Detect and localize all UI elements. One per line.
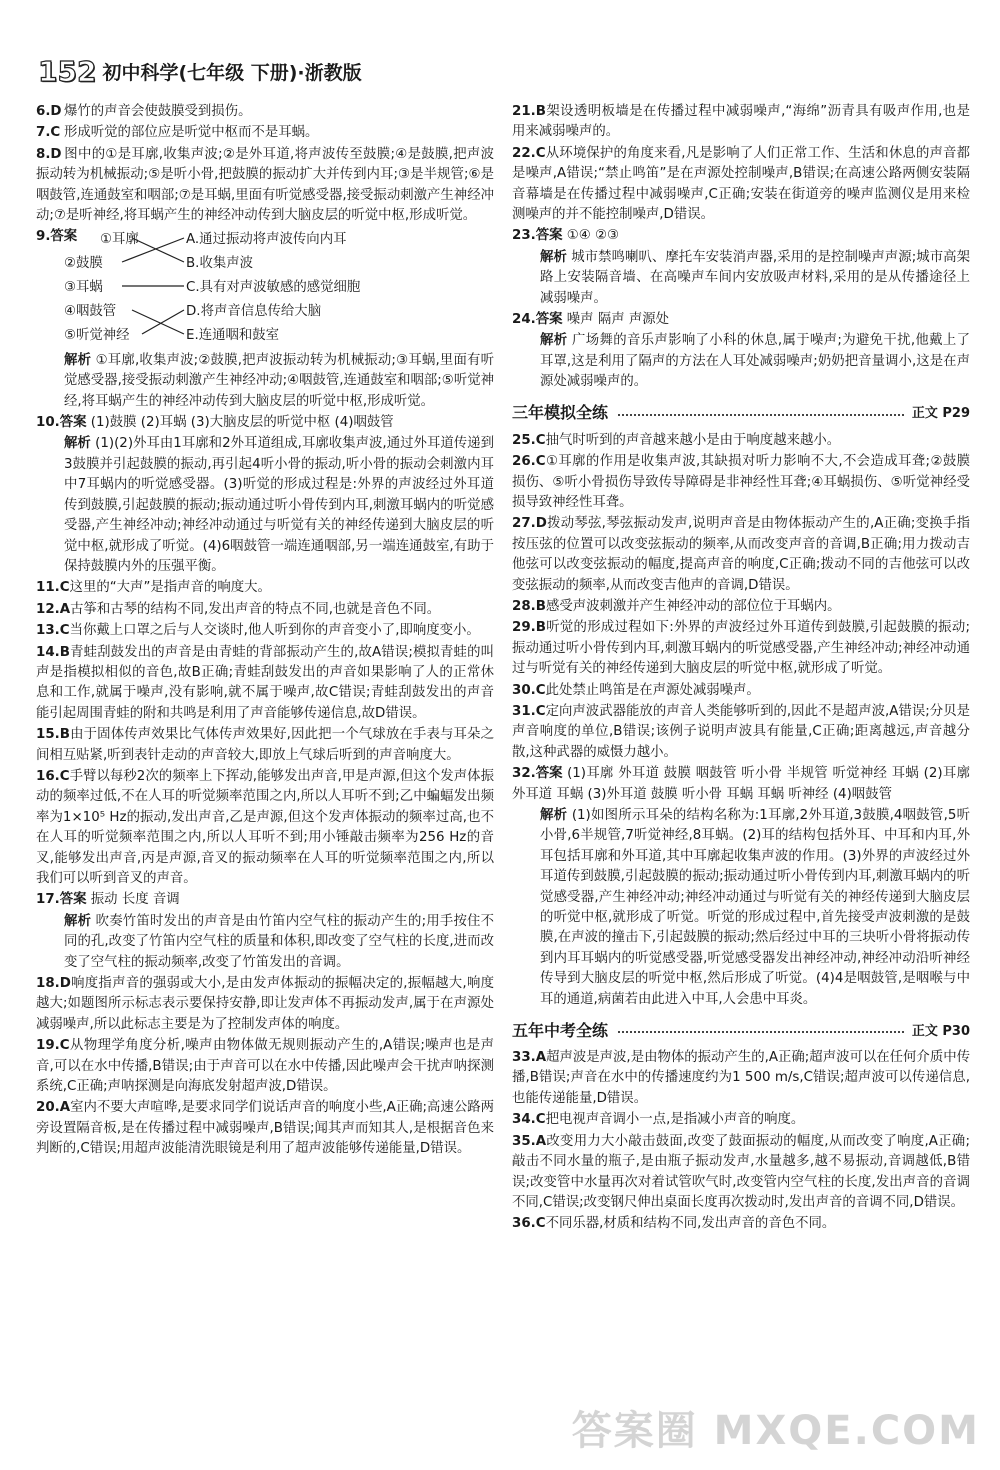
item-number: 13.C bbox=[36, 623, 70, 639]
answer-item bbox=[512, 1214, 970, 1234]
answer-item-17 bbox=[36, 890, 494, 910]
answer-item bbox=[512, 102, 970, 143]
analysis-label: 解析 bbox=[64, 436, 91, 452]
item-number: 20.A bbox=[36, 1100, 71, 1116]
analysis bbox=[512, 806, 970, 1010]
item-text: 超声波是声波,是由物体的振动产生的,A正确;超声波可以在任何介质中传播,B错误;声音在水中的传播速度约为1 500 m/s,C错误;超声波可以传递信息,也能传递能量,D错误。 bbox=[512, 1050, 970, 1106]
match-left-item: ③耳蜗 bbox=[64, 279, 103, 295]
analysis-label: 解析 bbox=[64, 913, 92, 929]
answer-item bbox=[36, 974, 494, 1035]
item-text: 架设透明板墙是在传播过程中减弱噪声,“海绵”沥青具有吸声作用,也是用来减弱噪声的。 bbox=[512, 104, 970, 140]
item-text: 从环境保护的角度来看,凡是影响了人们正常工作、生活和休息的声音都是噪声,A错误;“禁止鸣笛”是在声源处控制噪声,B错误;在高速公路两侧安装隔音幕墙是在传播过程中减弱噪声,C正确;安装在街道旁的噪声监测仪是用来检测噪声的并不能控制噪声,D错误。 bbox=[512, 145, 970, 223]
section-page-ref: 正文 P29 bbox=[911, 406, 970, 422]
item-number: 21.B bbox=[512, 104, 546, 119]
item-text: 拨动琴弦,琴弦振动发声,说明声音是由物体振动产生的,A正确;变换手指按压弦的位置可以改变弦振动的频率,从而改变声音的音调,B正确;用力拨动吉他弦可以改变弦振动的幅度,提高声音的响度,C正确;拨动不同的吉他弦可以改变弦振动的频率,从而改变吉他声的音调,D错误。 bbox=[512, 516, 970, 593]
analysis bbox=[36, 912, 494, 973]
item-number: 22.C bbox=[512, 145, 546, 161]
item-number: 29.B bbox=[512, 620, 546, 636]
answer-item bbox=[36, 123, 494, 143]
item-text: 此处禁止鸣笛是在声源处减弱噪声。 bbox=[545, 682, 760, 698]
left-column bbox=[36, 102, 494, 1161]
item-text: 由于固体传声效果比气体传声效果好,因此把一个气球放在手表与耳朵之间相互贴紧,听到表针走动的声音较大,即放上气球后听到的声音响度大。 bbox=[36, 727, 494, 763]
match-right-item: A.通过振动将声波传向内耳 bbox=[186, 231, 347, 247]
answer-item bbox=[36, 725, 494, 766]
item-number: 23.答案 bbox=[512, 228, 563, 244]
analysis-text: 广场舞的音乐声影响了小科的休息,属于噪声;为避免干扰,他戴上了耳罩,这是利用了隔声的方法在人耳处减弱噪声;奶奶把音量调小,这是在声源处减弱噪声的。 bbox=[540, 333, 970, 390]
analysis-text: ①耳廓,收集声波;②鼓膜,把声波振动转为机械振动;③耳蜗,里面有听觉感受器,接受振动刺激产生神经冲动;④咽鼓管,连通鼓室和咽部;⑤听觉神经,将耳蜗产生的神经冲动传到大脑皮层的听觉中枢,形成听觉。 bbox=[64, 352, 495, 409]
item-number: 33.A bbox=[512, 1050, 547, 1066]
book-title: 初中科学(七年级 下册)·浙教版 bbox=[102, 61, 362, 84]
item-number: 36.C bbox=[512, 1216, 546, 1232]
matching-diagram bbox=[64, 228, 494, 363]
item-number: 15.B bbox=[36, 727, 70, 743]
answer-item-24 bbox=[512, 310, 970, 330]
answer-item bbox=[512, 1132, 970, 1214]
answer-item bbox=[36, 145, 494, 227]
item-text: 从物理学角度分析,噪声由物体做无规则振动产生的,A错误;噪声也是声音,可以在水中传播,B错误;由于声音可以在水中传播,因此噪声会干扰声呐探测系统,C正确;声呐探测是向海底发射超声波,D错误。 bbox=[36, 1038, 494, 1095]
item-text: 不同乐器,材质和结构不同,发出声音的音色不同。 bbox=[545, 1216, 836, 1232]
answer-item bbox=[36, 1036, 494, 1097]
analysis-label: 解析 bbox=[540, 333, 568, 349]
item-number: 24.答案 bbox=[512, 312, 563, 328]
analysis bbox=[512, 248, 970, 309]
answer-item bbox=[512, 431, 970, 451]
answer-text: 振动 长度 音调 bbox=[90, 892, 180, 908]
item-number: 30.C bbox=[512, 682, 546, 698]
item-text: 当你戴上口罩之后与人交谈时,他人听到你的声音变小了,即响度变小。 bbox=[69, 623, 480, 639]
watermark: 答案圈 MXQE.COM bbox=[571, 1408, 980, 1454]
page-header bbox=[38, 54, 362, 88]
answer-item bbox=[512, 681, 970, 701]
answer-text: ①④ ②③ bbox=[566, 228, 620, 244]
analysis-text: 吹奏竹笛时发出的声音是由竹笛内空气柱的振动产生的;用手按住不同的孔,改变了竹笛内空气柱的质量和体积,即改变了空气柱的长度,进而改变了空气柱的振动频率,改变了竹笛发出的音调。 bbox=[64, 913, 494, 970]
item-text: 形成听觉的部位应是听觉中枢而不是耳蜗。 bbox=[64, 125, 319, 141]
answer-item bbox=[512, 1048, 970, 1109]
match-right-item: C.具有对声波敏感的感觉细胞 bbox=[186, 279, 361, 295]
section-header-five-year bbox=[512, 1018, 970, 1040]
item-number: 8.D bbox=[36, 146, 62, 162]
item-number: 19.C bbox=[36, 1038, 70, 1054]
right-column bbox=[512, 102, 970, 1236]
analysis bbox=[36, 434, 494, 577]
section-title: 三年模拟全练 bbox=[512, 403, 609, 423]
item-number: 14.B bbox=[36, 644, 70, 660]
item-number: 27.D bbox=[512, 516, 547, 532]
item-number: 16.C bbox=[36, 768, 70, 784]
item-number: 6.D bbox=[36, 104, 62, 119]
answer-text: (1)鼓膜 (2)耳蜗 (3)大脑皮层的听觉中枢 (4)咽鼓管 bbox=[90, 415, 394, 431]
item-text: ①耳廓的作用是收集声波,其缺损对听力影响不大,不会造成耳聋;②鼓膜损伤、⑤听小骨损伤导致传导障碍是非神经性耳聋;④耳蜗损伤、⑤听觉神经受损导致神经性耳聋。 bbox=[512, 454, 970, 510]
match-left-item: ⑤听觉神经 bbox=[64, 327, 130, 343]
match-right-item: B.收集声波 bbox=[186, 255, 254, 271]
analysis-label: 解析 bbox=[540, 808, 568, 823]
answer-text: 噪声 隔声 声源处 bbox=[566, 312, 670, 328]
section-page-ref: 正文 P30 bbox=[911, 1023, 970, 1039]
match-left-item: ①耳廓 bbox=[100, 231, 139, 247]
answer-item bbox=[36, 767, 494, 889]
item-number: 31.C bbox=[512, 703, 546, 719]
page-number: 152 bbox=[38, 54, 97, 88]
item-text: 图中的①是耳廓,收集声波;②是外耳道,将声波传至鼓膜;④是鼓膜,把声波振动转为机械振动;⑤是听小骨,把鼓膜的振动扩大并传到内耳;③是半规管;⑥是咽鼓管,连通鼓室和咽部;⑦是耳蜗,里面有听觉感受器,接受振动刺激产生神经冲动;⑦是听神经,将耳蜗产生的神经冲动传到大脑皮层的听觉中枢,形成听觉。 bbox=[36, 146, 494, 224]
item-text: 感受声波刺激并产生神经冲动的部位位于耳蜗内。 bbox=[545, 598, 841, 614]
analysis-text: (1)(2)外耳由1耳廓和2外耳道组成,耳廓收集声波,通过外耳道传递到3鼓膜并引起鼓膜的振动,再引起4听小骨的振动,听小骨的振动会刺激内耳中7耳蜗内的听觉感受器。(3)听觉的形成过程是:外界的声波经过外耳道传到鼓膜,引起鼓膜的振动;振动通过听小骨传到内耳,刺激耳蜗内的听觉感受器,产生神经冲动;神经冲动通过与听觉有关的神经传递到大脑皮层的听觉中枢,就形成了听觉。(4)6咽鼓管一端连通咽部,另一端连通鼓室,有助于保持鼓膜内外的压强平衡。 bbox=[64, 436, 494, 574]
item-number: 7.C bbox=[36, 125, 61, 141]
answer-item bbox=[512, 702, 970, 763]
section-title: 五年中考全练 bbox=[512, 1020, 609, 1040]
answer-item bbox=[512, 597, 970, 617]
item-text: 室内不要大声喧哗,是要求同学们说话声音的响度小些,A正确;高速公路两旁设置隔音板,是在传播过程中减弱噪声,B错误;闻其声而知其人,是根据音色来判断的,C错误;用超声波能清洗眼镜是利用了超声波能够传递能量,D错误。 bbox=[36, 1100, 494, 1157]
item-number: 9.答案 bbox=[36, 229, 78, 245]
item-text: 爆竹的声音会使鼓膜受到损伤。 bbox=[64, 104, 252, 119]
item-number: 26.C bbox=[512, 454, 546, 470]
analysis-label: 解析 bbox=[540, 249, 567, 265]
match-left-item: ②鼓膜 bbox=[64, 255, 103, 271]
answer-item bbox=[512, 514, 970, 596]
match-right-item: D.将声音信息传给大脑 bbox=[186, 303, 322, 319]
section-divider bbox=[618, 404, 904, 416]
item-text: 响度指声音的强弱或大小,是由发声体振动的振幅决定的,振幅越大,响度越大;如题图所示标志表示要保持安静,即让发声体不再振动发声,属于在声源处减弱噪声,所以此标志主要是为了控制发声体的响度。 bbox=[36, 976, 494, 1032]
item-number: 28.B bbox=[512, 598, 546, 614]
answer-item bbox=[512, 452, 970, 513]
answer-item bbox=[36, 643, 494, 725]
item-text: 抽气时听到的声音越来越小是由于响度越来越小。 bbox=[545, 432, 841, 448]
match-right-item: E.连通咽和鼓室 bbox=[186, 327, 280, 343]
analysis-label: 解析 bbox=[64, 352, 92, 368]
answer-item bbox=[512, 144, 970, 226]
analysis-text: (1)如图所示耳朵的结构名称为:1耳廓,2外耳道,3鼓膜,4咽鼓管,5听小骨,6半规管,7听觉神经,8耳蜗。(2)耳的结构包括外耳、中耳和内耳,外耳包括耳廓和外耳道,其中耳廓起收集声波的作用。(3)外界的声波经过外耳道传到鼓膜,引起鼓膜的振动;振动通过听小骨传到内耳,刺激耳蜗内的听觉感受器,产生神经冲动;神经冲动通过与听觉有关的神经传递到大脑皮层的听觉中枢,就形成了听觉。听觉的形成过程中,首先接受声波刺激的是鼓膜,在声波的撞击下,引起鼓膜的振动;然后经过中耳的三块听小骨将振动传到内耳耳蜗内的听觉感受器,听觉感受器发出神经冲动,神经冲动沿听神经传导到大脑皮层的听觉中枢,然后形成了听觉。(4)4是咽鼓管,是咽喉与中耳的通道,病菌若由此进入中耳,人会患中耳炎。 bbox=[540, 808, 970, 1007]
item-text: 把电视声音调小一点,是指减小声音的响度。 bbox=[545, 1112, 805, 1128]
answer-item-23 bbox=[512, 226, 970, 246]
item-text: 这里的“大声”是指声音的响度大。 bbox=[69, 580, 271, 596]
item-number: 34.C bbox=[512, 1112, 546, 1128]
match-left-item: ④咽鼓管 bbox=[64, 303, 117, 319]
answer-item bbox=[36, 621, 494, 641]
item-text: 改变用力大小敲击鼓面,改变了鼓面振动的幅度,从而改变了响度,A正确;敲击不同水量的瓶子,是由瓶子振动发声,水量越多,越不易振动,音调越低,B错误;改变管中水量再次对着试管吹气时,改变管内空气柱的长度,发出声音的音调不同,C错误;改变钢尺伸出桌面长度再次拨动时,发出声音的音调不同,D错误。 bbox=[512, 1133, 970, 1210]
item-number: 18.D bbox=[36, 976, 71, 992]
answer-item bbox=[36, 578, 494, 598]
answer-item bbox=[36, 600, 494, 620]
item-number: 35.A bbox=[512, 1133, 547, 1149]
item-text: 手臂以每秒2次的频率上下挥动,能够发出声音,甲是声源,但这个发声体振动的频率过低,不在人耳的听觉频率范围之内,所以人耳听不到;乙中蝙蝠发出频率为1×10⁵ Hz的振动,发出声音,乙是声源,但这个发声体振动的频率过高,也不在人耳的听觉频率范围之内,所以人耳听不到;用小锤敲击频率为256 Hz的音叉,能够发出声音,丙是声源,音叉的振动频率在人耳的听觉频率范围之内,所以我们可以听到音叉的声音。 bbox=[36, 768, 494, 886]
item-number: 17.答案 bbox=[36, 892, 87, 908]
analysis bbox=[512, 331, 970, 392]
item-number: 11.C bbox=[36, 580, 70, 596]
item-text: 定向声波武器能放的声音人类能够听到的,因此不是超声波,A错误;分贝是声音响度的单位,B错误;该例子说明声波具有能量,C正确;距离越远,声音越分散,这种武器的威慑力越小。 bbox=[512, 703, 970, 760]
answer-text: (1)耳廓 外耳道 鼓膜 咽鼓管 听小骨 半规管 听觉神经 耳蜗 (2)耳廓 外耳道 耳蜗 (3)外耳道 鼓膜 听小骨 耳蜗 耳蜗 听神经 (4)咽鼓管 bbox=[512, 766, 970, 802]
answer-item bbox=[512, 618, 970, 679]
item-number: 12.A bbox=[36, 601, 71, 617]
item-text: 青蛙刮鼓发出的声音是由青蛙的背部振动产生的,故A错误;模拟青蛙的叫声是指模拟相似的音色,故B正确;青蛙刮鼓发出的声音如果影响了人的正常休息和工作,就属于噪声,没有影响,就不属于噪声,故C错误;青蛙刮鼓发出的声音能引起周围青蛙的附和共鸣是利用了声音能够传递信息,故D错误。 bbox=[36, 644, 494, 721]
item-number: 32.答案 bbox=[512, 766, 563, 782]
answer-item-32 bbox=[512, 764, 970, 805]
item-number: 10.答案 bbox=[36, 415, 87, 431]
analysis-text: 城市禁鸣喇叭、摩托车安装消声器,采用的是控制噪声声源;城市高架路上安装隔音墙、在高噪声车间内安放吸声材料,采用的是从传播途径上减弱噪声。 bbox=[540, 249, 970, 306]
section-header-three-year bbox=[512, 401, 970, 423]
item-text: 听觉的形成过程如下:外界的声波经过外耳道传到鼓膜,引起鼓膜的振动;振动通过听小骨传到内耳,刺激耳蜗内的听觉感受器,产生神经冲动;神经冲动通过与听觉有关的神经传递到大脑皮层的听觉中枢,就形成了听觉。 bbox=[512, 620, 970, 677]
answer-item bbox=[36, 1098, 494, 1159]
item-text: 古筝和古琴的结构不同,发出声音的特点不同,也就是音色不同。 bbox=[70, 601, 441, 617]
answer-item-10 bbox=[36, 413, 494, 433]
answer-item bbox=[512, 1110, 970, 1130]
section-divider bbox=[618, 1021, 904, 1033]
answer-item bbox=[36, 102, 494, 122]
item-number: 25.C bbox=[512, 432, 546, 448]
